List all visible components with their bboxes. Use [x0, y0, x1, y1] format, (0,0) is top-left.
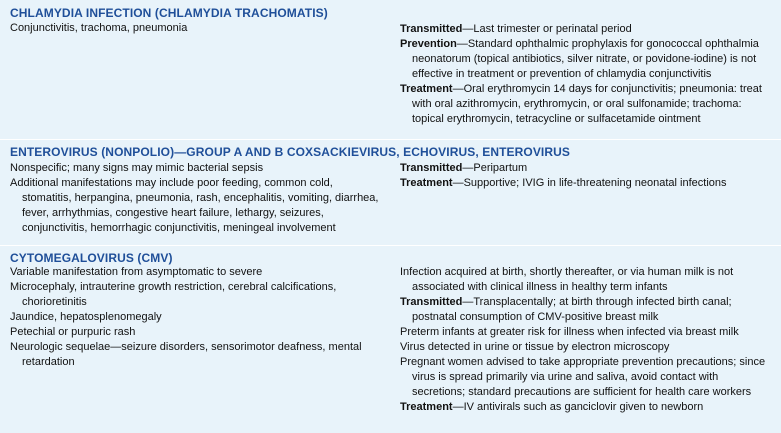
- section-enterovirus: [0, 140, 781, 245]
- entry-text: —IV antivirals such as ganciclovir given to newborn: [452, 401, 704, 413]
- list-item: Additional manifestations may include poor feeding, common cold, stomatitis, herpangina, pneumonia, rash, encephalitis, vomiting, diarrhea, fever, arrhythmias, congestive heart failure, lethargy, seizures, conjunctivitis, hemorrhagic conjunctivitis, meningeal involvement: [10, 177, 379, 234]
- list-item: Neurologic sequelae—seizure disorders, sensorimotor deafness, mental retardation: [10, 341, 362, 368]
- list-item: Variable manifestation from asymptomatic to severe: [10, 266, 263, 278]
- list-item: [400, 22, 772, 37]
- list-item: Jaundice, hepatosplenomegaly: [10, 311, 162, 323]
- details-column: [400, 22, 772, 127]
- entry-text: —Oral erythromycin 14 days for conjunctivitis; pneumonia: treat with oral azithromycin, erythromycin, or oral sulfonamide; trachoma: topical erythromycin, tetracycline or sulfacetamide ointment: [412, 83, 762, 125]
- list-item: [400, 295, 772, 325]
- signs-column: [10, 265, 380, 370]
- signs-column: [10, 161, 380, 236]
- section-title: CHLAMYDIA INFECTION (CHLAMYDIA TRACHOMATIS): [10, 6, 328, 20]
- entry-text: —Last trimester or perinatal period: [462, 23, 632, 35]
- list-item: Preterm infants at greater risk for illness when infected via breast milk: [400, 326, 739, 338]
- entry-label: Treatment: [400, 83, 453, 95]
- signs-column: [10, 21, 380, 36]
- list-item: [400, 82, 772, 127]
- entry-text: —Supportive; IVIG in life-threatening neonatal infections: [452, 177, 727, 189]
- list-item: [400, 176, 772, 191]
- list-item: Conjunctivitis, trachoma, pneumonia: [10, 22, 188, 34]
- section-title: CYTOMEGALOVIRUS (CMV): [10, 251, 173, 265]
- entry-text: —Peripartum: [462, 162, 528, 174]
- list-item: Virus detected in urine or tissue by electron microscopy: [400, 341, 670, 353]
- section-chlamydia: [0, 0, 781, 140]
- entry-label: Treatment: [400, 401, 453, 413]
- entry-text: —Standard ophthalmic prophylaxis for gonococcal ophthalmia neonatorum (topical antibiotics, silver nitrate, or povidone-iodine) is not effective in treatment or prevention of chlamydia conjunctivitis: [412, 38, 759, 80]
- list-item: [400, 161, 772, 176]
- entry-label: Transmitted: [400, 296, 463, 308]
- details-column: [400, 265, 772, 415]
- list-item: Microcephaly, intrauterine growth restriction, cerebral calcifications, chorioretinitis: [10, 281, 337, 308]
- section-cmv: [0, 246, 781, 433]
- entry-text: —Transplacentally; at birth through infected birth canal; postnatal consumption of CMV-positive breast milk: [412, 296, 732, 323]
- entry-label: Prevention: [400, 38, 457, 50]
- entry-label: Transmitted: [400, 23, 463, 35]
- details-column: [400, 161, 772, 191]
- list-item: [400, 400, 772, 415]
- list-item: Nonspecific; many signs may mimic bacterial sepsis: [10, 162, 264, 174]
- list-item: [400, 37, 772, 82]
- list-item: Infection acquired at birth, shortly thereafter, or via human milk is not associated with clinical illness in healthy term infants: [400, 266, 734, 293]
- entry-label: Transmitted: [400, 162, 463, 174]
- section-title: ENTEROVIRUS (NONPOLIO)—GROUP A AND B COXSACKIEVIRUS, ECHOVIRUS, ENTEROVIRUS: [10, 145, 570, 159]
- entry-label: Treatment: [400, 177, 453, 189]
- list-item: Petechial or purpuric rash: [10, 326, 136, 338]
- list-item: Pregnant women advised to take appropriate prevention precautions; since virus is spread primarily via urine and saliva, avoid contact with secretions; standard precautions are sufficient for health care workers: [400, 356, 766, 398]
